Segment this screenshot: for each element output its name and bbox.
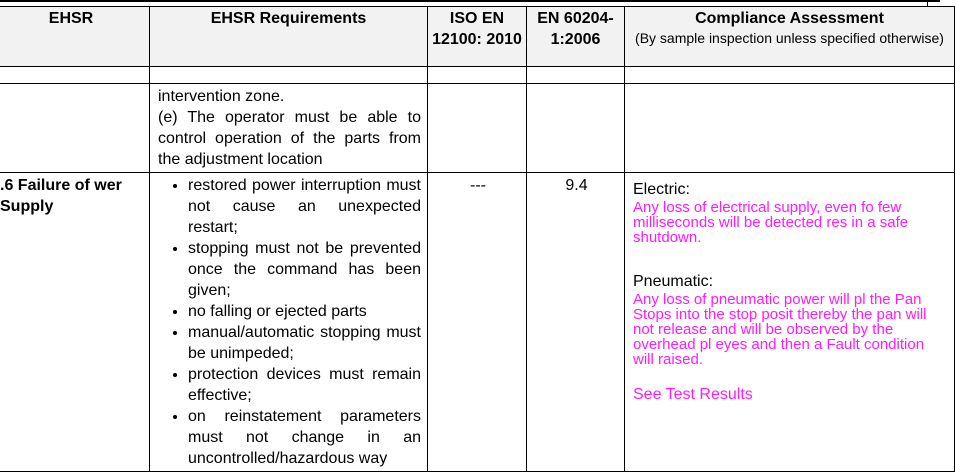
continued-row	[0, 84, 955, 173]
failure-assessment-cell	[625, 173, 955, 472]
electric-text: Any loss of electrical supply, even fo few milliseconds will be detected res in a safe shutdown.	[633, 199, 909, 246]
pneumatic-text: Any loss of pneumatic power will pl the Pan Stops into the stop posit thereby the pan will not release and will be observed by the overhead pl eyes and then a Fault condition will raised.	[633, 291, 927, 368]
list-item: • protection devices must remain effective;	[188, 364, 421, 406]
header-row	[0, 7, 955, 67]
header-en-text: EN 60204-1:2006	[537, 10, 614, 48]
continued-ehsr-cell	[0, 84, 150, 173]
pneumatic-label: Pneumatic:	[633, 273, 714, 290]
spacer-cell-4	[527, 67, 625, 84]
top-rule	[0, 0, 940, 2]
continued-iso-cell	[428, 84, 527, 173]
spacer-cell-2	[150, 67, 428, 84]
failure-requirements-list	[158, 175, 421, 469]
header-en	[527, 7, 625, 67]
electric-label: Electric:	[633, 181, 690, 198]
failure-ehsr-cell	[0, 173, 150, 472]
continued-requirements-cell	[150, 84, 428, 173]
list-item: • manual/automatic stopping must be unimpeded;	[188, 322, 421, 364]
header-ehsr: EHSR	[0, 7, 150, 67]
compliance-table	[0, 6, 955, 472]
list-item: • stopping must not be prevented once the command has been given;	[188, 238, 421, 301]
spacer-cell-1	[0, 67, 150, 84]
list-item: • on reinstatement parameters must not change in an uncontrolled/hazardous way	[188, 406, 421, 469]
continued-en-cell	[527, 84, 625, 173]
continued-line-2: (e) The operator must be able to control operation of the parts from the adjustment location	[158, 109, 421, 168]
continued-assessment-cell	[625, 84, 955, 173]
header-assessment	[625, 7, 955, 67]
spacer-row	[0, 67, 955, 84]
list-item: • no falling or ejected parts	[188, 301, 421, 322]
failure-en-value: 9.4	[565, 177, 588, 194]
see-test-results: See Test Results	[633, 386, 753, 403]
spacer-cell-5	[625, 67, 955, 84]
failure-row	[0, 173, 955, 472]
failure-iso-value: ---	[470, 177, 486, 194]
failure-en-cell	[527, 173, 625, 472]
gap-2	[633, 367, 948, 385]
failure-requirements-cell	[150, 173, 428, 472]
continued-line-1: intervention zone.	[158, 88, 285, 105]
list-item: • restored power interruption must not cause an unexpected restart;	[188, 175, 421, 238]
gap-1	[633, 245, 948, 265]
header-iso-text: ISO EN 12100: 2010	[432, 10, 522, 48]
header-iso	[428, 7, 527, 67]
header-requirements: EHSR Requirements	[150, 7, 428, 67]
failure-iso-cell	[428, 173, 527, 472]
spacer-cell-3	[428, 67, 527, 84]
header-assessment-sub	[625, 29, 954, 48]
header-assessment-sub-text: (By sample inspection unless specified otherwise	[635, 30, 940, 46]
header-assessment-title: Compliance Assessment	[695, 10, 884, 27]
header-assessment-sub-close: )	[939, 30, 944, 46]
failure-ehsr-title: .6 Failure of wer Supply	[0, 177, 122, 215]
